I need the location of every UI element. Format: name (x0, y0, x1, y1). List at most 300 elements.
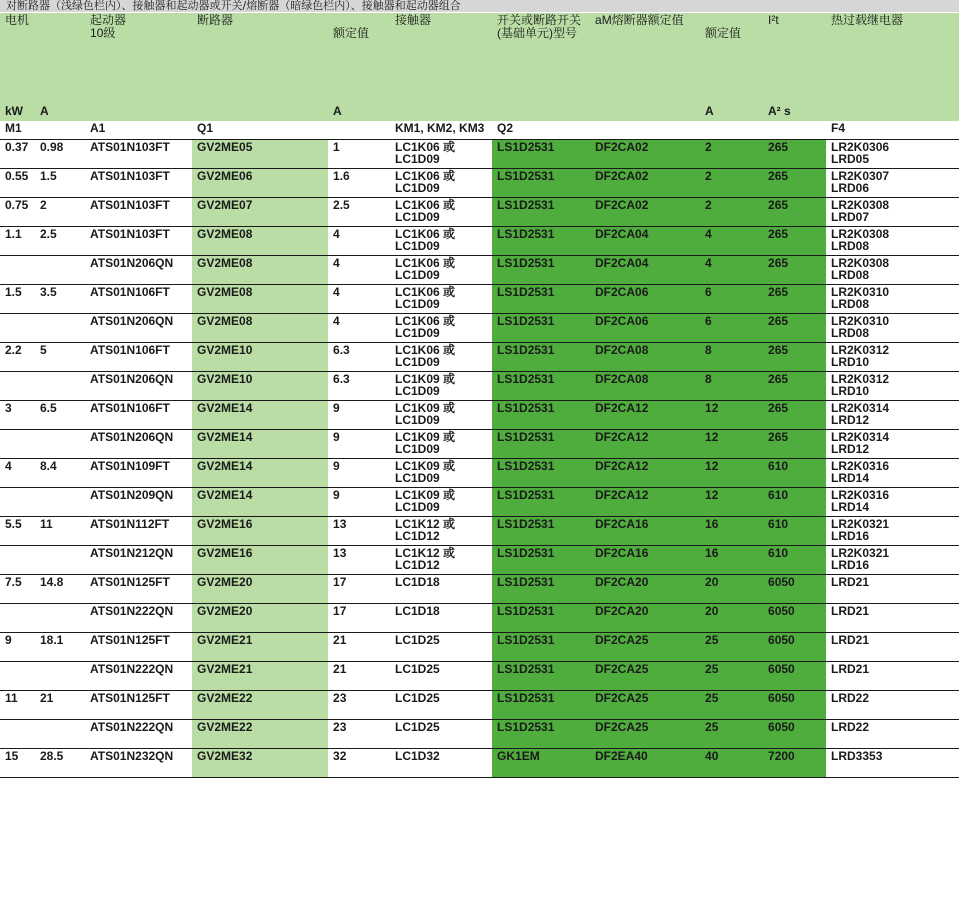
table-row (0, 169, 959, 198)
i2t-cell: 6050 (763, 691, 826, 720)
fuse-rated-cell: 16 (700, 517, 763, 546)
relay-cell-line: LRD06 (831, 181, 870, 195)
relay-cell-line: LRD08 (831, 326, 870, 340)
data-rows (0, 140, 959, 778)
contactor-cell-line: LC1D09 (395, 500, 440, 514)
table-row (0, 285, 959, 314)
switch-cell: LS1D2531 (492, 691, 590, 720)
breaker-rated-cell: 4 (328, 227, 390, 256)
contactor-cell (390, 198, 492, 227)
unit-empty (85, 104, 192, 121)
starter-cell: ATS01N209QN (85, 488, 192, 517)
table-row (0, 372, 959, 401)
breaker-rated-cell: 4 (328, 314, 390, 343)
contactor-cell (390, 488, 492, 517)
contactor-cell-line: LC1D09 (395, 297, 440, 311)
contactor-cell (390, 314, 492, 343)
relay-cell-line: LR2K0308 (831, 227, 890, 241)
fuse-rated-cell: 20 (700, 604, 763, 633)
unit-kw: kW (0, 104, 35, 121)
table-row (0, 488, 959, 517)
breaker-cell: GV2ME22 (192, 691, 328, 720)
contactor-cell-line: LC1K06 或 (395, 314, 456, 328)
contactor-cell (390, 401, 492, 430)
fuse-cell: DF2CA02 (590, 140, 700, 169)
relay-cell-line: LR2K0321 (831, 546, 890, 560)
i2t-cell: 6050 (763, 575, 826, 604)
fuse-rated-cell: 25 (700, 691, 763, 720)
starter-cell: ATS01N222QN (85, 720, 192, 749)
breaker-rated-cell: 23 (328, 691, 390, 720)
contactor-cell (390, 546, 492, 575)
fuse-rated-cell: 40 (700, 749, 763, 778)
relay-cell (826, 227, 959, 256)
relay-cell-line: LR2K0312 (831, 372, 890, 386)
contactor-cell-line: LC1K06 或 (395, 140, 456, 154)
starter-cell: ATS01N222QN (85, 604, 192, 633)
i2t-cell: 265 (763, 285, 826, 314)
relay-cell (826, 169, 959, 198)
relay-cell: LRD22 (826, 691, 959, 720)
motor-kw-cell: 11 (0, 691, 35, 720)
i2t-cell: 6050 (763, 662, 826, 691)
fuse-cell: DF2CA16 (590, 546, 700, 575)
contactor-cell: LC1D25 (390, 633, 492, 662)
starter-cell: ATS01N109FT (85, 459, 192, 488)
relay-cell-line: LRD08 (831, 297, 870, 311)
motor-current-cell (35, 314, 85, 343)
fuse-rated-cell: 20 (700, 575, 763, 604)
fuse-rated-cell: 2 (700, 140, 763, 169)
breaker-rated-cell: 9 (328, 488, 390, 517)
fuse-cell: DF2CA02 (590, 169, 700, 198)
unit-empty (826, 104, 959, 121)
motor-current-cell (35, 662, 85, 691)
relay-cell (826, 372, 959, 401)
switch-cell: LS1D2531 (492, 169, 590, 198)
contactor-cell-line: LC1K06 或 (395, 227, 456, 241)
contactor-cell-line: LC1D09 (395, 268, 440, 282)
unit-i2t: A² s (763, 104, 826, 121)
table-row (0, 546, 959, 575)
switch-cell: LS1D2531 (492, 430, 590, 459)
motor-kw-cell: 0.55 (0, 169, 35, 198)
fuse-rated-cell: 25 (700, 662, 763, 691)
switch-cell: LS1D2531 (492, 604, 590, 633)
table-row (0, 430, 959, 459)
header-motor: 电机 (0, 13, 85, 104)
breaker-cell: GV2ME10 (192, 372, 328, 401)
motor-kw-cell: 1.1 (0, 227, 35, 256)
contactor-cell-line: LC1K06 或 (395, 285, 456, 299)
table-row (0, 691, 959, 720)
i2t-cell: 265 (763, 169, 826, 198)
motor-current-cell: 6.5 (35, 401, 85, 430)
motor-current-cell: 11 (35, 517, 85, 546)
fuse-cell: DF2CA25 (590, 720, 700, 749)
i2t-cell: 7200 (763, 749, 826, 778)
breaker-cell: GV2ME14 (192, 459, 328, 488)
contactor-cell-line: LC1D09 (395, 239, 440, 253)
relay-cell (826, 546, 959, 575)
contactor-cell-line: LC1K06 或 (395, 169, 456, 183)
table-row (0, 256, 959, 285)
fuse-rated-cell: 25 (700, 720, 763, 749)
switch-cell: LS1D2531 (492, 140, 590, 169)
motor-current-cell (35, 604, 85, 633)
contactor-cell-line: LC1K09 或 (395, 372, 456, 386)
i2t-cell: 265 (763, 343, 826, 372)
relay-cell: LRD21 (826, 604, 959, 633)
motor-current-cell: 2 (35, 198, 85, 227)
unit-breaker-a: A (328, 104, 390, 121)
switch-cell: LS1D2531 (492, 401, 590, 430)
relay-cell-line: LRD16 (831, 558, 870, 572)
breaker-rated-cell: 9 (328, 459, 390, 488)
i2t-cell: 265 (763, 256, 826, 285)
id-starter: A1 (85, 121, 192, 140)
contactor-cell (390, 140, 492, 169)
contactor-cell-line: LC1K09 或 (395, 401, 456, 415)
i2t-cell: 265 (763, 430, 826, 459)
contactor-cell-line: LC1K06 或 (395, 256, 456, 270)
motor-kw-cell (0, 488, 35, 517)
relay-cell (826, 285, 959, 314)
contactor-cell: LC1D25 (390, 662, 492, 691)
contactor-cell (390, 517, 492, 546)
motor-current-cell: 8.4 (35, 459, 85, 488)
relay-cell-line: LRD14 (831, 500, 870, 514)
relay-cell-line: LRD07 (831, 210, 870, 224)
relay-cell-line: LRD08 (831, 239, 870, 253)
fuse-cell: DF2CA25 (590, 633, 700, 662)
relay-cell (826, 314, 959, 343)
unit-fuse-a: A (700, 104, 763, 121)
relay-cell-line: LRD05 (831, 152, 870, 166)
unit-row (0, 104, 959, 121)
motor-current-cell: 28.5 (35, 749, 85, 778)
starter-cell: ATS01N103FT (85, 140, 192, 169)
breaker-rated-cell: 17 (328, 575, 390, 604)
breaker-rated-cell: 6.3 (328, 372, 390, 401)
breaker-cell: GV2ME16 (192, 517, 328, 546)
breaker-rated-cell: 21 (328, 633, 390, 662)
table-row (0, 575, 959, 604)
breaker-rated-cell: 13 (328, 517, 390, 546)
relay-cell-line: LR2K0310 (831, 314, 890, 328)
header-row (0, 13, 959, 104)
contactor-cell-line: LC1D09 (395, 355, 440, 369)
relay-cell-line: LRD08 (831, 268, 870, 282)
motor-kw-cell: 1.5 (0, 285, 35, 314)
motor-current-cell (35, 372, 85, 401)
starter-cell: ATS01N206QN (85, 430, 192, 459)
switch-cell: LS1D2531 (492, 314, 590, 343)
contactor-cell-line: LC1D12 (395, 558, 440, 572)
table-row (0, 720, 959, 749)
fuse-rated-cell: 16 (700, 546, 763, 575)
relay-cell (826, 517, 959, 546)
i2t-cell: 265 (763, 401, 826, 430)
breaker-rated-cell: 4 (328, 285, 390, 314)
contactor-cell-line: LC1D09 (395, 210, 440, 224)
motor-kw-cell: 0.37 (0, 140, 35, 169)
motor-kw-cell (0, 430, 35, 459)
contactor-cell-line: LC1D09 (395, 442, 440, 456)
i2t-cell: 6050 (763, 720, 826, 749)
starter-cell: ATS01N206QN (85, 372, 192, 401)
breaker-rated-cell: 9 (328, 430, 390, 459)
table-caption: 对断路器（浅绿色栏内）、接触器和起动器或开关/熔断器（暗绿色栏内）、接触器和起动器组合 (0, 0, 959, 12)
motor-current-cell (35, 256, 85, 285)
motor-kw-cell: 3 (0, 401, 35, 430)
relay-cell-line: LR2K0314 (831, 401, 890, 415)
contactor-cell (390, 430, 492, 459)
fuse-cell: DF2CA04 (590, 256, 700, 285)
header-contactor: 接触器 (390, 13, 492, 104)
i2t-cell: 610 (763, 459, 826, 488)
motor-current-cell: 2.5 (35, 227, 85, 256)
i2t-cell: 6050 (763, 633, 826, 662)
switch-cell: LS1D2531 (492, 227, 590, 256)
contactor-cell-line: LC1D09 (395, 152, 440, 166)
fuse-cell: DF2CA08 (590, 343, 700, 372)
contactor-cell: LC1D25 (390, 720, 492, 749)
contactor-cell (390, 169, 492, 198)
breaker-cell: GV2ME08 (192, 314, 328, 343)
switch-cell: LS1D2531 (492, 459, 590, 488)
relay-cell: LRD21 (826, 575, 959, 604)
starter-cell: ATS01N103FT (85, 227, 192, 256)
contactor-cell-line: LC1K12 或 (395, 517, 456, 531)
i2t-cell: 6050 (763, 604, 826, 633)
contactor-cell: LC1D18 (390, 575, 492, 604)
fuse-cell: DF2CA20 (590, 604, 700, 633)
switch-cell: LS1D2531 (492, 343, 590, 372)
fuse-rated-cell: 12 (700, 459, 763, 488)
relay-cell: LRD3353 (826, 749, 959, 778)
contactor-cell-line: LC1K06 或 (395, 198, 456, 212)
breaker-cell: GV2ME08 (192, 285, 328, 314)
starter-cell: ATS01N106FT (85, 343, 192, 372)
i2t-cell: 265 (763, 198, 826, 227)
breaker-cell: GV2ME21 (192, 633, 328, 662)
motor-current-cell: 14.8 (35, 575, 85, 604)
starter-cell: ATS01N125FT (85, 691, 192, 720)
relay-cell (826, 488, 959, 517)
fuse-cell: DF2EA40 (590, 749, 700, 778)
motor-current-cell (35, 488, 85, 517)
relay-cell-line: LRD14 (831, 471, 870, 485)
breaker-cell: GV2ME08 (192, 256, 328, 285)
table-row (0, 749, 959, 778)
contactor-cell-line: LC1K09 或 (395, 430, 456, 444)
breaker-cell: GV2ME20 (192, 604, 328, 633)
contactor-cell (390, 227, 492, 256)
fuse-rated-cell: 8 (700, 343, 763, 372)
starter-cell: ATS01N103FT (85, 169, 192, 198)
fuse-cell: DF2CA25 (590, 662, 700, 691)
starter-cell: ATS01N106FT (85, 401, 192, 430)
relay-cell (826, 140, 959, 169)
contactor-cell-line: LC1D09 (395, 181, 440, 195)
id-motor: M1 (0, 121, 85, 140)
relay-cell-line: LR2K0310 (831, 285, 890, 299)
i2t-cell: 265 (763, 140, 826, 169)
table-row (0, 227, 959, 256)
breaker-cell: GV2ME21 (192, 662, 328, 691)
id-contactor: KM1, KM2, KM3 (390, 121, 492, 140)
fuse-rated-cell: 12 (700, 488, 763, 517)
fuse-cell: DF2CA25 (590, 691, 700, 720)
i2t-cell: 610 (763, 517, 826, 546)
contactor-cell: LC1D25 (390, 691, 492, 720)
relay-cell-line: LRD12 (831, 413, 870, 427)
starter-cell: ATS01N103FT (85, 198, 192, 227)
fuse-cell: DF2CA16 (590, 517, 700, 546)
starter-cell: ATS01N125FT (85, 575, 192, 604)
motor-kw-cell (0, 314, 35, 343)
fuse-cell: DF2CA12 (590, 459, 700, 488)
switch-cell: LS1D2531 (492, 662, 590, 691)
relay-cell (826, 430, 959, 459)
id-switch: Q2 (492, 121, 826, 140)
breaker-rated-cell: 6.3 (328, 343, 390, 372)
relay-cell-line: LRD10 (831, 355, 870, 369)
relay-cell-line: LR2K0307 (831, 169, 890, 183)
breaker-cell: GV2ME07 (192, 198, 328, 227)
contactor-cell-line: LC1D12 (395, 529, 440, 543)
table-row (0, 314, 959, 343)
contactor-cell-line: LC1K06 或 (395, 343, 456, 357)
switch-cell: LS1D2531 (492, 575, 590, 604)
breaker-rated-cell: 23 (328, 720, 390, 749)
motor-starter-combination-table (0, 13, 959, 778)
breaker-cell: GV2ME10 (192, 343, 328, 372)
starter-cell: ATS01N106FT (85, 285, 192, 314)
i2t-cell: 610 (763, 546, 826, 575)
contactor-cell-line: LC1D09 (395, 413, 440, 427)
header-breaker: 断路器 (192, 13, 328, 104)
motor-kw-cell: 2.2 (0, 343, 35, 372)
fuse-rated-cell: 6 (700, 314, 763, 343)
id-breaker: Q1 (192, 121, 390, 140)
contactor-cell (390, 285, 492, 314)
relay-cell (826, 343, 959, 372)
fuse-cell: DF2CA08 (590, 372, 700, 401)
motor-current-cell: 21 (35, 691, 85, 720)
breaker-cell: GV2ME16 (192, 546, 328, 575)
relay-cell: LRD21 (826, 662, 959, 691)
switch-cell: LS1D2531 (492, 285, 590, 314)
breaker-rated-cell: 32 (328, 749, 390, 778)
breaker-cell: GV2ME14 (192, 488, 328, 517)
relay-cell (826, 459, 959, 488)
fuse-rated-cell: 8 (700, 372, 763, 401)
i2t-cell: 610 (763, 488, 826, 517)
contactor-cell: LC1D18 (390, 604, 492, 633)
breaker-cell: GV2ME22 (192, 720, 328, 749)
fuse-cell: DF2CA12 (590, 401, 700, 430)
relay-cell-line: LRD10 (831, 384, 870, 398)
motor-kw-cell (0, 256, 35, 285)
motor-kw-cell (0, 372, 35, 401)
fuse-rated-cell: 4 (700, 256, 763, 285)
motor-current-cell (35, 720, 85, 749)
starter-cell: ATS01N125FT (85, 633, 192, 662)
header-relay: 热过载继电器 (826, 13, 959, 104)
i2t-cell: 265 (763, 372, 826, 401)
motor-kw-cell: 4 (0, 459, 35, 488)
contactor-cell-line: LC1K09 或 (395, 459, 456, 473)
fuse-cell: DF2CA02 (590, 198, 700, 227)
header-i2t: I²t (763, 13, 826, 104)
relay-cell-line: LR2K0316 (831, 488, 890, 502)
switch-cell: LS1D2531 (492, 720, 590, 749)
motor-kw-cell: 9 (0, 633, 35, 662)
table-row (0, 662, 959, 691)
table-row (0, 343, 959, 372)
switch-cell: LS1D2531 (492, 517, 590, 546)
fuse-rated-cell: 12 (700, 430, 763, 459)
header-switch: 开关或断路开关(基础单元)型号 (492, 13, 590, 104)
breaker-rated-cell: 1 (328, 140, 390, 169)
fuse-rated-cell: 2 (700, 198, 763, 227)
i2t-cell: 265 (763, 227, 826, 256)
unit-empty (492, 104, 590, 121)
switch-cell: LS1D2531 (492, 488, 590, 517)
table-row (0, 401, 959, 430)
fuse-cell: DF2CA20 (590, 575, 700, 604)
switch-cell: LS1D2531 (492, 372, 590, 401)
table-row (0, 517, 959, 546)
breaker-cell: GV2ME08 (192, 227, 328, 256)
starter-cell: ATS01N206QN (85, 314, 192, 343)
breaker-cell: GV2ME05 (192, 140, 328, 169)
breaker-rated-cell: 13 (328, 546, 390, 575)
switch-cell: LS1D2531 (492, 198, 590, 227)
fuse-cell: DF2CA06 (590, 285, 700, 314)
breaker-cell: GV2ME06 (192, 169, 328, 198)
table-row (0, 198, 959, 227)
relay-cell-line: LR2K0314 (831, 430, 890, 444)
header-starter: 起动器 10级 (85, 13, 192, 104)
motor-kw-cell (0, 720, 35, 749)
contactor-cell (390, 459, 492, 488)
motor-current-cell: 18.1 (35, 633, 85, 662)
motor-current-cell (35, 546, 85, 575)
switch-cell: GK1EM (492, 749, 590, 778)
relay-cell-line: LR2K0321 (831, 517, 890, 531)
relay-cell-line: LRD16 (831, 529, 870, 543)
relay-cell-line: LR2K0308 (831, 256, 890, 270)
fuse-cell: DF2CA06 (590, 314, 700, 343)
fuse-rated-cell: 12 (700, 401, 763, 430)
relay-cell (826, 256, 959, 285)
motor-current-cell: 0.98 (35, 140, 85, 169)
motor-kw-cell: 15 (0, 749, 35, 778)
motor-kw-cell (0, 604, 35, 633)
motor-kw-cell: 0.75 (0, 198, 35, 227)
contactor-cell (390, 343, 492, 372)
table-row (0, 459, 959, 488)
motor-kw-cell: 5.5 (0, 517, 35, 546)
header-fuse: aM熔断器额定值 (590, 13, 700, 104)
switch-cell: LS1D2531 (492, 633, 590, 662)
relay-cell-line: LR2K0308 (831, 198, 890, 212)
contactor-cell-line: LC1D09 (395, 384, 440, 398)
header-breaker-rated: 额定值 (328, 13, 390, 104)
